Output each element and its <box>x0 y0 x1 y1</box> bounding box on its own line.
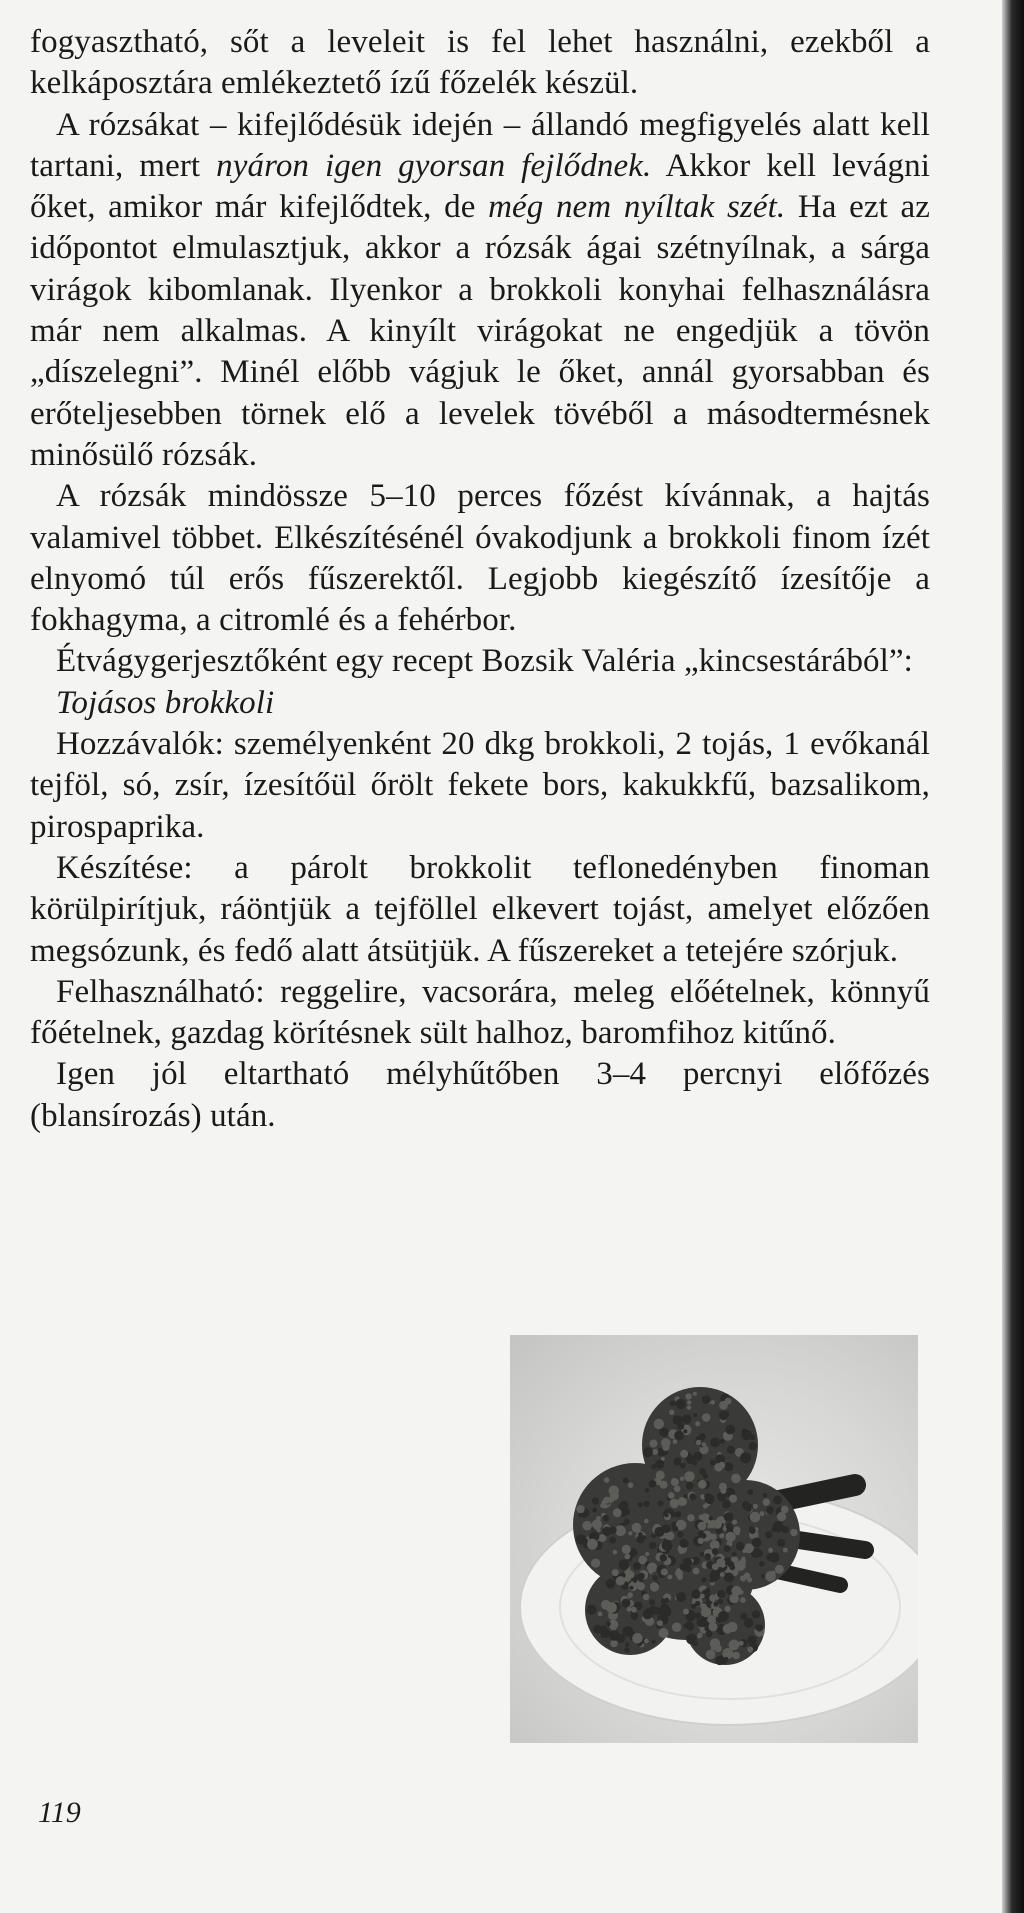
floret-texture <box>684 1471 694 1481</box>
paragraph-text: A rózsákat – kifejlődésük idején – állandó megfigyelés alatt kell tartani, mert <box>30 106 930 184</box>
floret-texture <box>742 1428 747 1433</box>
floret-texture <box>649 1480 657 1488</box>
floret-texture <box>701 1577 706 1582</box>
floret-texture <box>724 1625 728 1629</box>
floret-texture <box>668 1492 675 1499</box>
floret-texture <box>662 1540 673 1551</box>
paragraph-text: A rózsák mindössze 5–10 perces főzést kívánnak, a hajtás valamivel többet. Elkészítésénél óvakodjunk a brokkoli finom ízét elnyomó túl erős fűszerektől. Legjobb kiegészítő ízesítője a fokhagyma, a citromlé és a fehérbor. <box>30 478 930 639</box>
floret-texture <box>687 1514 694 1521</box>
floret-texture <box>766 1506 774 1514</box>
floret-texture <box>604 1477 610 1483</box>
floret-texture <box>676 1592 686 1602</box>
floret-texture <box>662 1444 669 1451</box>
floret-texture <box>683 1609 689 1615</box>
floret-texture <box>650 1582 659 1591</box>
floret-texture <box>587 1607 592 1612</box>
page-edge-shadow <box>1002 0 1024 1913</box>
floret-texture <box>658 1501 664 1507</box>
floret-texture <box>629 1586 633 1590</box>
floret-texture <box>670 1499 680 1509</box>
emphasis-text: nyáron igen gyorsan fejlődnek. <box>216 147 652 184</box>
floret-texture <box>730 1565 736 1571</box>
broccoli-photo <box>510 1335 918 1743</box>
page-number: 119 <box>38 1796 81 1829</box>
floret-texture <box>710 1400 715 1405</box>
body-text <box>30 22 930 1137</box>
floret-texture <box>691 1604 696 1609</box>
floret-texture <box>702 1413 711 1422</box>
paragraph-r1 <box>30 724 930 848</box>
floret-texture <box>680 1450 688 1458</box>
floret-texture <box>606 1602 617 1613</box>
floret-texture <box>674 1486 681 1493</box>
floret-texture <box>747 1507 752 1512</box>
floret-texture <box>642 1535 647 1540</box>
floret-texture <box>752 1538 762 1548</box>
paragraph-p4 <box>30 641 930 682</box>
floret-texture <box>632 1523 642 1533</box>
floret-texture <box>729 1640 740 1651</box>
floret-texture <box>671 1478 679 1486</box>
floret-texture <box>724 1657 729 1662</box>
floret-texture <box>643 1594 650 1601</box>
floret-texture <box>678 1497 687 1506</box>
floret-texture <box>687 1405 692 1410</box>
floret-texture <box>744 1618 754 1628</box>
floret-texture <box>774 1521 784 1531</box>
floret-texture <box>644 1519 649 1524</box>
floret-texture <box>729 1495 737 1503</box>
paragraph-text: Hozzávalók: személyenként 20 dkg brokkoli, 2 tojás, 1 evőkanál tejföl, só, zsír, ízesítőül őrölt fekete bors, kakukkfű, bazsalikom, pirospaprika. <box>30 726 930 845</box>
floret-texture <box>712 1548 719 1555</box>
floret-texture <box>722 1500 730 1508</box>
floret-texture <box>706 1631 713 1638</box>
floret-texture <box>703 1504 708 1509</box>
floret-texture <box>699 1433 706 1440</box>
paragraph-p1 <box>30 22 930 105</box>
main-paragraphs <box>30 22 930 683</box>
floret-texture <box>687 1400 691 1404</box>
floret-texture <box>644 1639 649 1644</box>
floret-texture <box>633 1562 641 1570</box>
floret-texture <box>632 1633 643 1644</box>
floret-texture <box>710 1438 720 1448</box>
floret-texture <box>659 1428 668 1437</box>
floret-texture <box>704 1553 711 1560</box>
floret-texture <box>760 1511 765 1516</box>
floret-texture <box>702 1620 709 1627</box>
floret-texture <box>576 1505 584 1513</box>
floret-texture <box>679 1550 683 1554</box>
floret-texture <box>747 1489 753 1495</box>
floret-texture <box>731 1586 741 1596</box>
floret-texture <box>622 1599 631 1608</box>
floret-texture <box>710 1460 716 1466</box>
floret-texture <box>591 1559 600 1568</box>
floret-texture <box>661 1568 668 1575</box>
floret-texture <box>740 1558 746 1564</box>
floret-texture <box>645 1488 650 1493</box>
floret-texture <box>660 1554 667 1561</box>
paragraph-text: fogyasztható, sőt a leveleit is fel lehet használni, ezekből a kelkáposztára emlékeztető ízű főzelék készül. <box>30 24 930 102</box>
floret-texture <box>724 1545 731 1552</box>
floret-texture <box>702 1442 707 1447</box>
floret-texture <box>623 1478 629 1484</box>
floret-texture <box>747 1647 753 1653</box>
floret-texture <box>631 1607 637 1613</box>
floret-texture <box>749 1442 757 1450</box>
floret-texture <box>660 1603 669 1612</box>
floret-texture <box>740 1452 751 1463</box>
floret-texture <box>613 1550 618 1555</box>
floret-texture <box>752 1610 760 1618</box>
floret-texture <box>680 1539 689 1548</box>
floret-texture <box>763 1499 770 1506</box>
floret-texture <box>732 1652 740 1660</box>
floret-texture <box>718 1611 729 1622</box>
floret-texture <box>652 1449 658 1455</box>
floret-texture <box>601 1634 605 1638</box>
floret-texture <box>708 1622 717 1631</box>
floret-texture <box>631 1613 638 1620</box>
floret-texture <box>609 1630 620 1641</box>
floret-texture <box>672 1526 678 1532</box>
paragraph-p3 <box>30 476 930 641</box>
paragraph-text: Felhasználható: reggelire, vacsorára, meleg előételnek, könnyű főételnek, gazdag körítésnek sült halhoz, baromfihoz kitűnő. <box>30 973 930 1052</box>
floret-texture <box>606 1579 616 1589</box>
floret-texture <box>732 1520 737 1525</box>
floret-texture <box>619 1559 630 1570</box>
floret-texture <box>680 1476 685 1481</box>
floret-texture <box>592 1519 602 1529</box>
floret-texture <box>686 1482 694 1490</box>
floret-texture <box>682 1414 692 1424</box>
floret-texture <box>696 1440 701 1445</box>
floret-texture <box>733 1526 741 1534</box>
floret-texture <box>578 1513 583 1518</box>
paragraph-p2 <box>30 105 930 477</box>
floret-texture <box>750 1435 756 1441</box>
floret-texture <box>643 1447 653 1457</box>
floret-texture <box>693 1568 700 1575</box>
floret-texture <box>693 1452 702 1461</box>
floret-texture <box>702 1395 711 1404</box>
floret-texture <box>790 1529 798 1537</box>
floret-texture <box>706 1650 716 1660</box>
paragraph-r2 <box>30 848 930 972</box>
floret-texture <box>727 1446 735 1454</box>
floret-texture <box>628 1572 635 1579</box>
floret-texture <box>693 1413 697 1417</box>
floret-texture <box>783 1548 788 1553</box>
floret-texture <box>638 1502 643 1507</box>
floret-texture <box>698 1633 703 1638</box>
floret-texture <box>685 1393 691 1399</box>
floret-texture <box>603 1515 609 1521</box>
floret-texture <box>719 1533 724 1538</box>
floret-texture <box>625 1554 631 1560</box>
floret-texture <box>603 1497 610 1504</box>
floret-texture <box>724 1462 733 1471</box>
floret-texture <box>695 1613 701 1619</box>
floret-texture <box>709 1595 716 1602</box>
floret-texture <box>593 1625 602 1634</box>
floret-texture <box>700 1552 705 1557</box>
floret-texture <box>644 1608 651 1615</box>
floret-texture <box>761 1574 765 1578</box>
floret-texture <box>625 1643 629 1647</box>
floret-texture <box>674 1431 684 1441</box>
floret-texture <box>698 1530 704 1536</box>
floret-texture <box>657 1620 663 1626</box>
floret-texture <box>750 1512 761 1523</box>
floret-texture <box>765 1571 776 1582</box>
floret-texture <box>649 1599 655 1605</box>
floret-texture <box>689 1493 696 1500</box>
floret-texture <box>592 1508 597 1513</box>
floret-texture <box>670 1401 676 1407</box>
floret-texture <box>637 1582 645 1590</box>
floret-texture <box>763 1493 767 1497</box>
floret-texture <box>616 1576 625 1585</box>
paragraph-text: Készítése: a párolt brokkolit teflonedényben finoman körülpirítjuk, ráöntjük a tejföllel elkevert tojást, amelyet előzően megsózunk, és fedő alatt átsütjük. A fűszereket a tetejére szórjuk. <box>30 849 930 969</box>
floret-texture <box>714 1463 722 1471</box>
floret-texture <box>756 1624 763 1631</box>
floret-texture <box>744 1573 751 1580</box>
floret-texture <box>592 1497 599 1504</box>
floret-texture <box>664 1598 669 1603</box>
floret-texture <box>683 1494 687 1498</box>
floret-texture <box>777 1512 786 1521</box>
floret-texture <box>725 1532 735 1542</box>
floret-texture <box>623 1626 634 1637</box>
paragraph-r4 <box>30 1054 930 1137</box>
floret-texture <box>602 1527 611 1536</box>
floret-texture <box>606 1621 611 1626</box>
floret-texture <box>609 1537 616 1544</box>
floret-texture <box>705 1494 715 1504</box>
floret-texture <box>725 1606 731 1612</box>
floret-texture <box>727 1651 732 1656</box>
floret-texture <box>693 1461 698 1466</box>
floret-texture <box>724 1573 734 1583</box>
floret-texture <box>626 1607 631 1612</box>
floret-texture <box>723 1624 733 1634</box>
floret-texture <box>650 1440 658 1448</box>
floret-texture <box>668 1575 673 1580</box>
floret-texture <box>731 1474 741 1484</box>
recipe-title: Tojásos brokkoli <box>56 684 275 721</box>
floret-texture <box>622 1545 631 1554</box>
floret-texture <box>769 1552 780 1563</box>
floret-texture <box>655 1460 664 1469</box>
floret-texture <box>624 1647 629 1652</box>
floret-texture <box>651 1640 655 1644</box>
floret-texture <box>649 1542 656 1549</box>
floret-texture <box>715 1656 724 1665</box>
floret-texture <box>674 1458 682 1466</box>
floret-texture <box>765 1531 772 1538</box>
floret-texture <box>698 1480 707 1489</box>
floret-texture <box>645 1552 649 1556</box>
floret-texture <box>669 1410 674 1415</box>
floret-texture <box>713 1520 722 1529</box>
floret-texture <box>777 1539 785 1547</box>
floret-texture <box>672 1622 682 1632</box>
floret-texture <box>628 1482 634 1488</box>
floret-texture <box>684 1565 691 1572</box>
floret-texture <box>709 1516 713 1520</box>
floret-texture <box>717 1598 723 1604</box>
floret-texture <box>598 1612 603 1617</box>
floret-texture <box>587 1539 598 1550</box>
floret-texture <box>719 1411 729 1421</box>
floret-texture <box>711 1646 715 1650</box>
paragraph-text: Étvágygerjesztőként egy recept Bozsik Valéria „kincsestárából”: <box>56 643 913 680</box>
floret-texture <box>717 1590 725 1598</box>
floret-texture <box>736 1542 745 1551</box>
floret-texture <box>677 1423 684 1430</box>
floret-texture <box>775 1565 784 1574</box>
floret-texture <box>759 1561 765 1567</box>
floret-texture <box>700 1594 705 1599</box>
floret-texture <box>582 1521 592 1531</box>
floret-texture <box>693 1641 698 1646</box>
floret-texture <box>654 1419 664 1429</box>
floret-texture <box>725 1398 732 1405</box>
floret-texture <box>691 1590 700 1599</box>
floret-texture <box>627 1592 633 1598</box>
floret-texture <box>659 1628 669 1638</box>
floret-texture <box>664 1513 669 1518</box>
emphasis-text: még nem nyíltak szét. <box>488 189 786 226</box>
floret-texture <box>610 1640 617 1647</box>
floret-texture <box>712 1563 719 1570</box>
floret-texture <box>628 1531 632 1535</box>
paragraph-text: Akkor kell levágni őket, amikor már kifejlődtek, de <box>30 147 930 226</box>
floret-texture <box>724 1512 734 1522</box>
floret-texture <box>725 1425 735 1435</box>
floret-texture <box>773 1496 782 1505</box>
recipe-paragraphs <box>30 724 930 1137</box>
floret-texture <box>675 1399 685 1409</box>
paragraph-r3 <box>30 972 930 1055</box>
floret-texture <box>768 1548 773 1553</box>
floret-texture <box>673 1439 678 1444</box>
floret-texture <box>698 1538 704 1544</box>
floret-texture <box>683 1429 687 1433</box>
floret-texture <box>612 1569 619 1576</box>
floret-texture <box>720 1488 726 1494</box>
floret-texture <box>600 1503 605 1508</box>
floret-texture <box>747 1636 756 1645</box>
floret-texture <box>613 1508 622 1517</box>
floret-texture <box>753 1504 758 1509</box>
floret-texture <box>677 1531 683 1537</box>
floret-texture <box>740 1597 746 1603</box>
floret-texture <box>732 1552 737 1557</box>
floret-texture <box>675 1511 681 1517</box>
floret-texture <box>739 1641 744 1646</box>
floret-texture <box>703 1473 708 1478</box>
floret-texture <box>632 1578 637 1583</box>
floret-texture <box>701 1607 711 1617</box>
floret-texture <box>654 1527 664 1537</box>
floret-texture <box>651 1464 656 1469</box>
paragraph-text: Igen jól eltartható mélyhűtőben 3–4 percnyi előfőzés (blansírozás) után. <box>30 1056 930 1134</box>
floret-texture <box>695 1421 700 1426</box>
floret-texture <box>720 1439 725 1444</box>
floret-texture <box>699 1515 703 1519</box>
floret-texture <box>698 1522 707 1531</box>
floret-texture <box>693 1392 697 1396</box>
floret-texture <box>685 1621 693 1629</box>
paragraph-text: Ha ezt az időpontot elmulasztjuk, akkor a rózsák ágai szétnyílnak, a sárga virágok kibomlanak. Ilyenkor a brokkoli konyhai felhasználásra már nem alkalmas. A kinyílt virágokat ne engedjük a tövön „díszelegni”. Minél előbb vágjuk le őket, annál gyorsabban és erőteljesebben törnek elő a levelek tövéből a másodtermésnek minősülő rózsák. <box>30 189 930 473</box>
floret-texture <box>660 1481 668 1489</box>
floret-texture <box>656 1471 665 1480</box>
floret-texture <box>687 1615 691 1619</box>
floret-texture <box>652 1575 658 1581</box>
floret-texture <box>749 1526 755 1532</box>
floret-texture <box>643 1501 649 1507</box>
floret-texture <box>638 1573 645 1580</box>
broccoli-image <box>510 1335 918 1743</box>
